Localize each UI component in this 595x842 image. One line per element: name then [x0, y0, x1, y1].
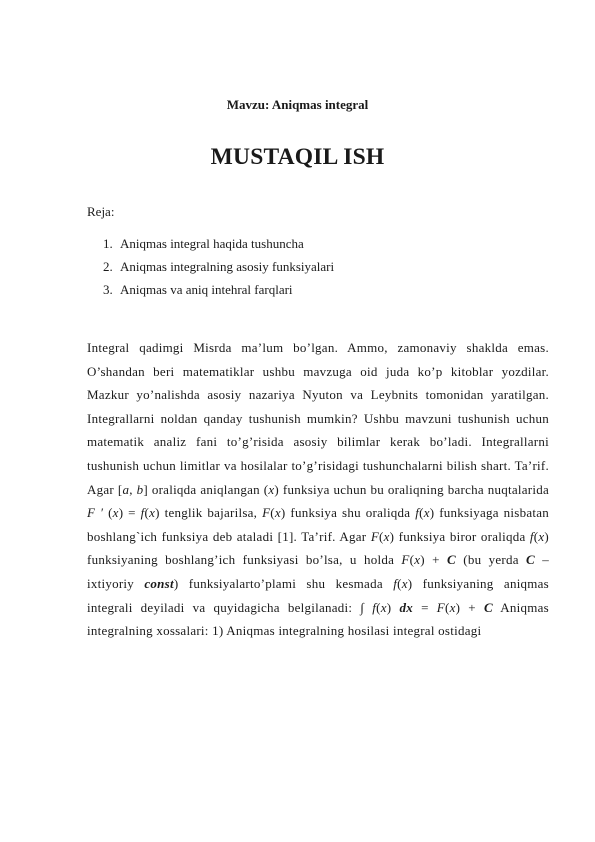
body-text: (	[397, 575, 402, 591]
body-text: ) funksiyaga nisbatan boshlang`ich funksiya deb ataladi [1]. Ta’rif. Agar	[87, 505, 549, 544]
body-text: (	[419, 505, 424, 521]
math-variable: C	[526, 552, 535, 568]
math-variable: f	[393, 575, 398, 591]
body-text: ) funksiyalarto’plami shu kesmada	[173, 575, 394, 591]
math-variable: F	[401, 552, 410, 568]
body-text: ) +	[455, 599, 484, 615]
plan-item-text: Aniqmas va aniq intehral farqlari	[120, 282, 293, 297]
body-text: Aniqmas integralning xossalari: 1) Aniqmas integralning hosilasi integral ostidagi	[87, 599, 549, 639]
math-variable: x	[449, 599, 456, 615]
body-text: ) =	[118, 505, 141, 521]
plan-item-text: Aniqmas integralning asosiy funksiyalari	[120, 259, 335, 274]
plan-list	[103, 232, 334, 301]
body-text: =	[412, 599, 437, 615]
body-text: – ixtiyoriy	[87, 552, 549, 591]
math-variable: b	[136, 481, 144, 497]
plan-item	[103, 255, 334, 278]
math-variable: x	[112, 505, 119, 521]
math-variable: dx	[399, 599, 413, 615]
page-title: MUSTAQIL ISH	[210, 144, 385, 170]
math-variable: x	[149, 505, 156, 521]
math-variable: C	[483, 599, 493, 615]
body-text: (	[533, 528, 539, 544]
body-text: ) funksiya biror oraliqda	[389, 528, 530, 544]
body-text: ) tenglik bajarilsa,	[155, 505, 263, 521]
body-paragraph	[87, 336, 549, 643]
plan-heading: Reja:	[87, 204, 115, 219]
math-variable: F	[262, 505, 271, 521]
plan-item-number: 3.	[103, 282, 113, 297]
body-text: ) funksiya shu oraliqda	[280, 505, 416, 521]
plan-item	[103, 232, 334, 255]
plan-item	[103, 278, 334, 301]
body-text: (	[144, 505, 150, 521]
body-text: ) funksiya uchun bu oraliqning barcha nuqtalarida	[274, 481, 549, 497]
body-text: ) funksiyaning boshlang’ich funksiyasi bo’lsa, u holda	[87, 528, 550, 568]
math-variable: f	[372, 599, 377, 615]
body-text: )	[386, 599, 400, 615]
math-variable: x	[423, 505, 430, 521]
body-text: ,	[129, 481, 137, 497]
math-variable: const	[144, 575, 174, 591]
math-variable: x	[414, 552, 421, 568]
math-variable: x	[268, 481, 275, 497]
body-text: ) +	[420, 552, 448, 568]
body-text: ] oraliqda aniqlangan (	[143, 481, 269, 497]
plan-item-number: 2.	[103, 259, 113, 274]
math-variable: x	[538, 528, 545, 544]
body-text: (	[379, 528, 384, 544]
math-variable: f	[529, 528, 534, 544]
plan-item-number: 1.	[103, 236, 113, 251]
topic-line: Mavzu: Aniqmas integral	[226, 97, 369, 112]
body-text: (	[376, 599, 381, 615]
math-variable: x	[401, 575, 408, 591]
body-text: (bu yerda	[455, 552, 527, 568]
math-variable: F ′	[87, 505, 104, 521]
body-text: Integral qadimgi Misrda ma’lum bo’lgan. Ammo, zamonaviy shaklda emas. O’shandan beri matematiklar ushbu mavzuga oid juda ko’p kitoblar yozdilar. Mazkur yo’nalishda asosiy nazariya Nyuton va Leybnits tomonidan yaratilgan. Integrallarni noldan qanday tushunish mumkin? Ushbu mavzuni tushunish uchun matematik analiz fani to’g’risida asosiy bilimlar kerak bo’ladi. Integrallarni tushunish uchun limitlar va hosilalar to’g’risidagi tushunchalarni bilish shart. Ta’rif. Agar [	[87, 340, 549, 497]
math-variable: C	[447, 552, 456, 568]
math-variable: f	[415, 505, 420, 521]
math-variable: a	[122, 481, 130, 497]
body-text: (	[409, 552, 415, 568]
math-variable: F	[370, 528, 380, 544]
body-text: (	[270, 505, 275, 521]
body-text: ) funksiyaning aniqmas integrali deyiladi va quyidagicha belgilanadi: ∫	[87, 575, 549, 615]
body-text: (	[444, 599, 450, 615]
math-variable: f	[140, 505, 145, 521]
math-variable: x	[383, 528, 390, 544]
math-variable: x	[274, 505, 281, 521]
math-variable: F	[436, 599, 445, 615]
math-variable: x	[380, 599, 387, 615]
plan-item-text: Aniqmas integral haqida tushuncha	[120, 236, 304, 251]
body-text: (	[103, 505, 113, 521]
